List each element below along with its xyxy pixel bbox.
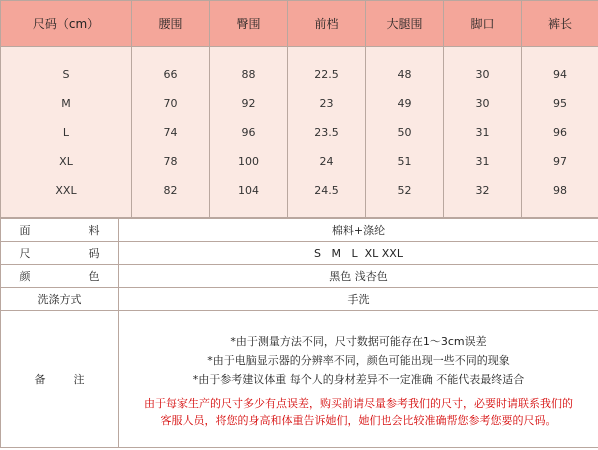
fabric-row bbox=[1, 219, 598, 242]
cell: 70 bbox=[163, 96, 178, 110]
header-thigh: 大腿围 bbox=[366, 1, 444, 47]
cell: 30 bbox=[475, 96, 490, 110]
cell: 51 bbox=[397, 154, 412, 168]
fabric-label: 面 料 bbox=[19, 224, 100, 237]
cell: 96 bbox=[553, 125, 567, 139]
cell: 52 bbox=[397, 183, 412, 197]
cell: 78 bbox=[163, 154, 178, 168]
cell: L bbox=[62, 125, 70, 139]
color-row bbox=[1, 265, 598, 288]
header-front-rise: 前档 bbox=[288, 1, 366, 47]
size-value: S M L XL XXL bbox=[119, 242, 598, 265]
cell: 49 bbox=[397, 96, 412, 110]
notes-row bbox=[1, 311, 598, 448]
size-advice-line: 客服人员，将您的身高和体重告诉她们，她们也会比较准确帮您参考您要的尺码。 bbox=[160, 413, 557, 427]
column-waist bbox=[132, 47, 210, 218]
wash-label: 洗涤方式 bbox=[1, 288, 119, 311]
cell: 82 bbox=[163, 183, 178, 197]
cell: 23.5 bbox=[314, 125, 339, 139]
size-table bbox=[0, 0, 598, 218]
note-line: *由于电脑显示器的分辨率不同，颜色可能出现一些不同的现象 bbox=[207, 353, 510, 367]
column-hip bbox=[210, 47, 288, 218]
fabric-value: 棉料+涤纶 bbox=[119, 219, 598, 242]
cell: M bbox=[61, 96, 71, 110]
cell: 31 bbox=[475, 154, 490, 168]
detail-table bbox=[0, 218, 598, 448]
cell: 104 bbox=[238, 183, 259, 197]
cell: 98 bbox=[553, 183, 567, 197]
size-table-header-row bbox=[1, 1, 598, 47]
cell: 95 bbox=[553, 96, 567, 110]
wash-row bbox=[1, 288, 598, 311]
column-front-rise bbox=[288, 47, 366, 218]
column-length bbox=[522, 47, 598, 218]
cell: 74 bbox=[163, 125, 178, 139]
cell: 97 bbox=[553, 154, 567, 168]
cell: 24 bbox=[319, 154, 334, 168]
cell: XXL bbox=[55, 183, 77, 197]
notes-cell bbox=[119, 311, 598, 448]
color-value: 黑色 浅杏色 bbox=[119, 265, 598, 288]
cell: S bbox=[62, 67, 70, 81]
cell: 31 bbox=[475, 125, 490, 139]
cell: 30 bbox=[475, 67, 490, 81]
cell: 88 bbox=[241, 67, 256, 81]
cell: 96 bbox=[241, 125, 256, 139]
cell: 66 bbox=[163, 67, 178, 81]
size-advice-line: 由于每家生产的尺寸多少有点误差，购买前请尽量参考我们的尺寸，必要时请联系我们的 bbox=[144, 396, 573, 410]
header-hip: 臀围 bbox=[210, 1, 288, 47]
note-line: *由于测量方法不同，尺寸数据可能存在1～3cm误差 bbox=[230, 334, 487, 348]
cell: 50 bbox=[397, 125, 412, 139]
cell: 48 bbox=[397, 67, 412, 81]
cell: 32 bbox=[475, 183, 490, 197]
cell: 92 bbox=[241, 96, 256, 110]
color-label: 颜 色 bbox=[19, 270, 100, 283]
column-size bbox=[1, 47, 132, 218]
notes-label: 备 注 bbox=[34, 373, 85, 386]
column-leg-opening bbox=[444, 47, 522, 218]
cell: 100 bbox=[238, 154, 259, 168]
cell: XL bbox=[59, 154, 73, 168]
header-size: 尺码（cm） bbox=[1, 1, 132, 47]
header-leg-opening: 脚口 bbox=[444, 1, 522, 47]
size-table-body-row bbox=[1, 47, 598, 218]
cell: 23 bbox=[319, 96, 334, 110]
column-thigh bbox=[366, 47, 444, 218]
size-row bbox=[1, 242, 598, 265]
wash-value: 手洗 bbox=[119, 288, 598, 311]
cell: 22.5 bbox=[314, 67, 339, 81]
size-label: 尺 码 bbox=[19, 247, 100, 260]
note-line: *由于参考建议体重 每个人的身材差异不一定准确 不能代表最终适合 bbox=[192, 372, 525, 386]
cell: 24.5 bbox=[314, 183, 339, 197]
header-length: 裤长 bbox=[522, 1, 598, 47]
header-waist: 腰围 bbox=[132, 1, 210, 47]
cell: 94 bbox=[553, 67, 567, 81]
size-advice-notice bbox=[119, 395, 598, 429]
